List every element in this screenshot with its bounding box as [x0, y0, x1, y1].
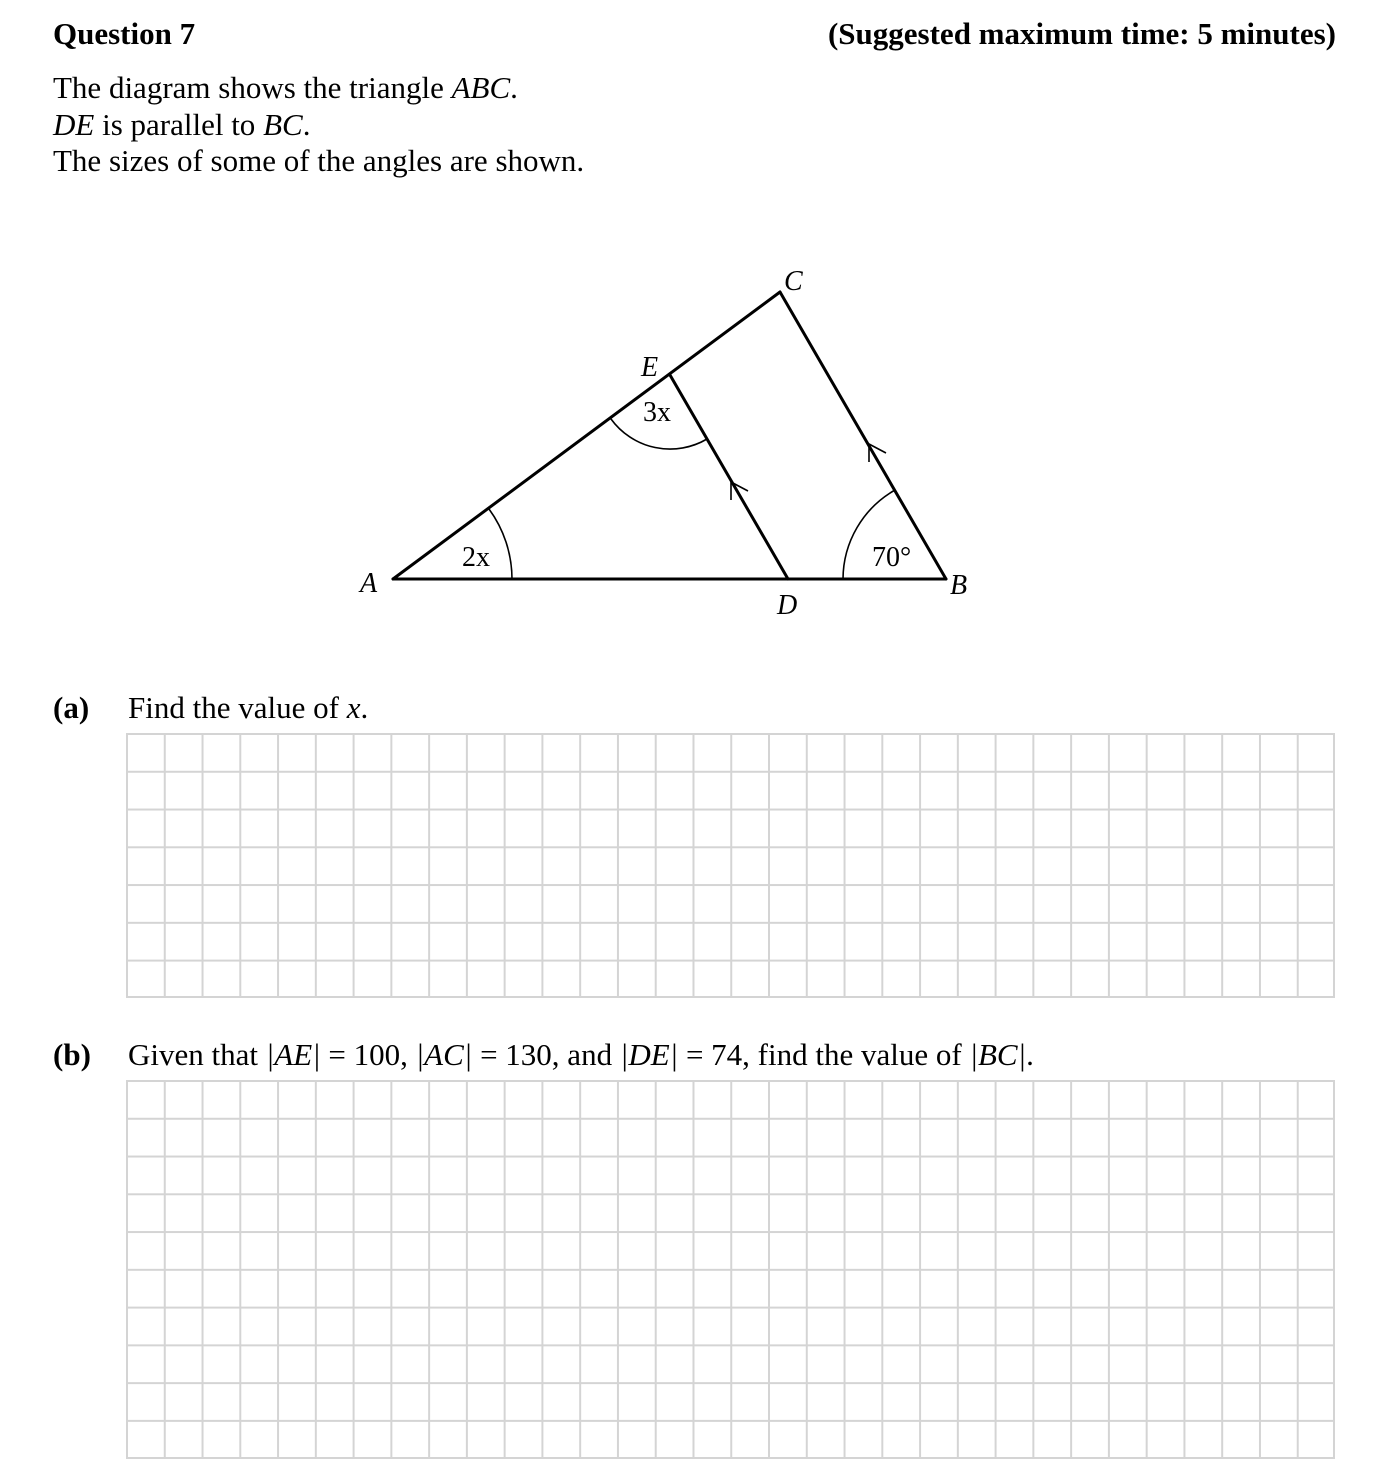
math-abc: ABC [451, 70, 511, 105]
part-b-label: (b) [53, 1037, 91, 1072]
intro-line-1: The diagram shows the triangle ABC. [53, 70, 518, 105]
math-ac: |AC| [415, 1037, 473, 1072]
part-b-prompt: Given that |AE| = 100, |AC| = 130, and |DE| = 74, find the value of |BC|. [128, 1037, 1034, 1072]
vertex-label-c: C [784, 266, 803, 297]
part-a-label: (a) [53, 690, 90, 725]
answer-grid-a[interactable] [126, 733, 1335, 998]
line-de [670, 375, 788, 579]
angle-arc-a [489, 509, 512, 579]
vertex-label-d: D [777, 590, 798, 621]
math-de: DE [53, 106, 95, 142]
vertex-label-e: E [641, 352, 659, 383]
math-bc-length: |BC| [969, 1037, 1027, 1072]
intro-line-3: The sizes of some of the angles are shown. [53, 143, 585, 178]
answer-grid-b[interactable] [126, 1080, 1335, 1459]
part-a-prompt: Find the value of x. [128, 690, 369, 725]
intro-line-2: DE is parallel to BC. [53, 106, 311, 142]
angle-label-b: 70° [872, 542, 912, 573]
line-cb [780, 292, 946, 579]
triangle-diagram [0, 0, 1398, 660]
question-title: Question 7 [53, 16, 196, 51]
vertex-label-b: B [950, 570, 968, 601]
math-de-length: |DE| [619, 1037, 679, 1072]
vertex-label-a: A [360, 568, 378, 599]
angle-label-e: 3x [643, 397, 671, 428]
math-bc: BC [263, 106, 303, 142]
math-x: x [346, 690, 361, 725]
angle-label-a: 2x [462, 542, 490, 573]
line-ac [393, 292, 780, 579]
suggested-time: (Suggested maximum time: 5 minutes) [827, 16, 1336, 51]
math-ae: |AE| [265, 1037, 321, 1072]
